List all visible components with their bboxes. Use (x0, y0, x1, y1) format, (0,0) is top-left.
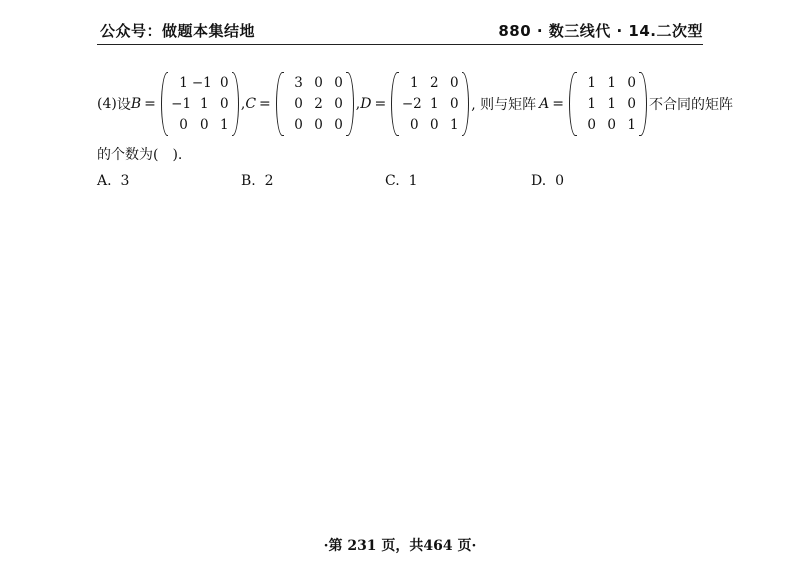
matrix-cell: 1 (627, 117, 636, 133)
left-paren (161, 72, 168, 136)
matrix-cell: 0 (334, 75, 343, 91)
matrix-cell: −1 (171, 96, 192, 112)
equals-sign: = (374, 96, 387, 112)
matrix-cell: 0 (219, 75, 229, 91)
problem-question: 的个数为( ). (97, 147, 183, 163)
equals-sign: = (552, 96, 564, 112)
matrix-cell: 0 (587, 117, 596, 133)
option-label: B. (241, 173, 256, 189)
matrix-cell: 1 (587, 75, 596, 91)
matrix-cell: 0 (607, 117, 616, 133)
matrix-cell: 1 (429, 96, 439, 112)
left-paren (391, 72, 399, 136)
matrix-cell: 0 (219, 96, 229, 112)
matrix-c-name: C (245, 96, 257, 112)
right-paren (346, 72, 354, 136)
matrix-entries (399, 72, 462, 136)
tail-text: 不合同的矩阵 (648, 97, 733, 113)
matrix-cell: 1 (219, 117, 229, 133)
option-value: 1 (408, 173, 418, 189)
matrix-cell: 0 (294, 117, 303, 133)
matrix-cell: −2 (401, 96, 422, 112)
matrix-cell: 0 (314, 75, 323, 91)
right-paren (232, 72, 239, 136)
matrix-cell: 2 (429, 75, 439, 91)
matrix-cell: 0 (294, 96, 303, 112)
matrix-cell: 0 (334, 117, 343, 133)
matrix-cell: 0 (314, 117, 323, 133)
matrix-cell: 0 (429, 117, 439, 133)
left-paren (276, 72, 284, 136)
option-label: C. (385, 173, 400, 189)
option-value: 3 (120, 173, 130, 189)
matrix-d-name: D (360, 96, 372, 112)
matrix-a (569, 72, 647, 136)
matrix-cell: 1 (587, 96, 596, 112)
matrix-cell: 1 (179, 75, 188, 91)
matrix-entries (168, 72, 231, 136)
right-paren (462, 72, 470, 136)
matrix-cell: 0 (409, 117, 419, 133)
matrix-cell: 0 (449, 96, 459, 112)
option-value: 2 (264, 173, 274, 189)
matrix-cell: 1 (607, 96, 616, 112)
equals-sign: = (259, 96, 271, 112)
matrix-cell: 0 (179, 117, 188, 133)
matrix-b (161, 72, 239, 136)
matrix-a-name: A (539, 96, 550, 112)
problem-statement (97, 72, 733, 136)
matrix-cell: 1 (199, 96, 209, 112)
option-a[interactable] (97, 173, 129, 189)
matrix-cell: 3 (294, 75, 303, 91)
option-c[interactable] (385, 173, 418, 189)
right-paren (639, 72, 647, 136)
option-d[interactable] (531, 173, 564, 189)
comma: , (240, 96, 246, 112)
matrix-c (276, 72, 354, 136)
header-right-title: 880 · 数三线代 · 14.二次型 (498, 22, 703, 40)
header-left-title: 公众号：做题本集结地 (100, 22, 256, 40)
option-label: D. (531, 173, 547, 189)
matrix-cell: 0 (334, 96, 343, 112)
matrix-entries (284, 72, 346, 136)
left-paren (569, 72, 577, 136)
option-label: A. (97, 173, 112, 189)
matrix-cell: 1 (449, 117, 459, 133)
matrix-cell: −1 (191, 75, 212, 91)
problem-number: (4) (97, 96, 117, 112)
matrix-cell: 0 (449, 75, 459, 91)
matrix-cell: 2 (314, 96, 323, 112)
matrix-cell: 0 (627, 96, 636, 112)
matrix-entries (577, 72, 639, 136)
matrix-cell: 1 (409, 75, 419, 91)
option-b[interactable] (241, 173, 274, 189)
header-divider (97, 44, 703, 45)
matrix-cell: 0 (627, 75, 636, 91)
problem-intro: 设 (116, 97, 131, 113)
relation-text: , 则与矩阵 (471, 97, 537, 113)
matrix-cell: 1 (607, 75, 616, 91)
matrix-d (391, 72, 469, 136)
matrix-b-name: B (130, 96, 142, 112)
equals-sign: = (144, 96, 156, 112)
matrix-cell: 0 (199, 117, 209, 133)
option-value: 0 (555, 173, 565, 189)
comma: , (355, 96, 361, 112)
page-footer: ·第 231 页，共464 页· (323, 538, 477, 554)
